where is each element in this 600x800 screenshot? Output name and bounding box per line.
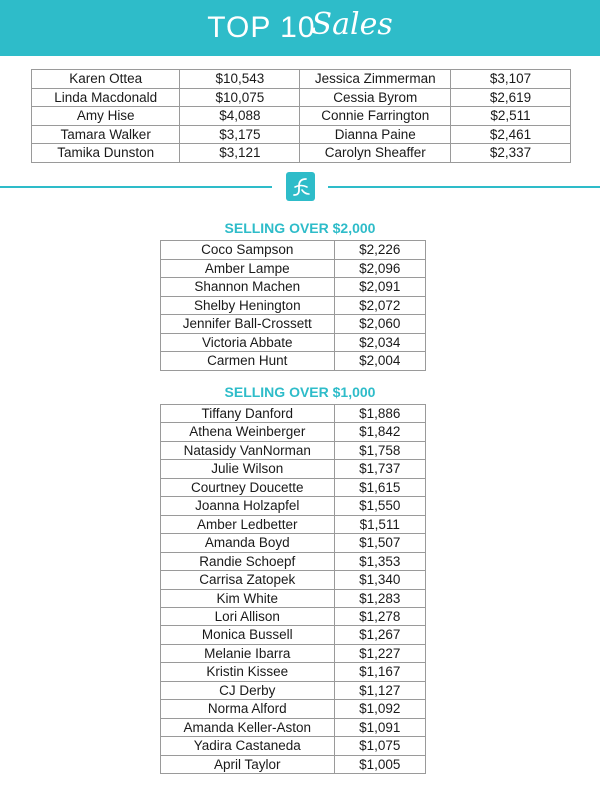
table-row bbox=[161, 259, 426, 278]
sales-value: $1,278 bbox=[334, 607, 425, 625]
seller-name: Karen Ottea bbox=[32, 70, 180, 89]
sales-value: $3,107 bbox=[451, 70, 571, 89]
sales-value: $10,543 bbox=[180, 70, 300, 89]
table-row bbox=[32, 125, 571, 144]
seller-name: Tamara Walker bbox=[32, 125, 180, 144]
seller-name: Kim White bbox=[161, 589, 335, 607]
table-row bbox=[161, 552, 426, 570]
sales-value: $4,088 bbox=[180, 107, 300, 126]
table-row bbox=[161, 515, 426, 533]
sales-value: $1,886 bbox=[334, 405, 425, 423]
seller-name: Shannon Machen bbox=[161, 278, 335, 297]
table-row bbox=[161, 718, 426, 736]
table-row bbox=[32, 88, 571, 107]
seller-name: Randie Schoepf bbox=[161, 552, 335, 570]
sales-value: $1,758 bbox=[334, 441, 425, 459]
sales-value: $1,353 bbox=[334, 552, 425, 570]
sales-value: $2,034 bbox=[334, 333, 425, 352]
sales-value: $1,340 bbox=[334, 571, 425, 589]
seller-name: April Taylor bbox=[161, 755, 335, 773]
seller-name: Connie Farrington bbox=[300, 107, 451, 126]
seller-name: Courtney Doucette bbox=[161, 478, 335, 496]
table-row bbox=[161, 663, 426, 681]
seller-name: Linda Macdonald bbox=[32, 88, 180, 107]
table-row bbox=[161, 589, 426, 607]
table-row bbox=[161, 478, 426, 496]
table-row bbox=[161, 315, 426, 334]
seller-name: Melanie Ibarra bbox=[161, 644, 335, 662]
sales-value: $2,337 bbox=[451, 144, 571, 163]
seller-name: Norma Alford bbox=[161, 700, 335, 718]
top10-table bbox=[31, 69, 571, 163]
table-row bbox=[161, 352, 426, 371]
table-row bbox=[161, 405, 426, 423]
table-row bbox=[161, 460, 426, 478]
table-row bbox=[161, 700, 426, 718]
section-title-over-2000: SELLING OVER $2,000 bbox=[224, 220, 376, 236]
seller-name: Tiffany Danford bbox=[161, 405, 335, 423]
table-row bbox=[161, 278, 426, 297]
seller-name: Kristin Kissee bbox=[161, 663, 335, 681]
table-row bbox=[161, 241, 426, 260]
over-1000-table bbox=[160, 404, 426, 774]
table-row bbox=[161, 681, 426, 699]
sales-value: $3,175 bbox=[180, 125, 300, 144]
seller-name: Julie Wilson bbox=[161, 460, 335, 478]
sales-value: $2,004 bbox=[334, 352, 425, 371]
seller-name: Amanda Keller-Aston bbox=[161, 718, 335, 736]
seller-name: Lori Allison bbox=[161, 607, 335, 625]
sales-value: $1,092 bbox=[334, 700, 425, 718]
seller-name: CJ Derby bbox=[161, 681, 335, 699]
sales-value: $3,121 bbox=[180, 144, 300, 163]
table-row bbox=[161, 737, 426, 755]
sales-value: $1,167 bbox=[334, 663, 425, 681]
seller-name: Coco Sampson bbox=[161, 241, 335, 260]
sales-value: $1,283 bbox=[334, 589, 425, 607]
seller-name: Carrisa Zatopek bbox=[161, 571, 335, 589]
over-2000-table bbox=[160, 240, 426, 371]
sales-value: $2,072 bbox=[334, 296, 425, 315]
sales-value: $1,075 bbox=[334, 737, 425, 755]
table-row bbox=[161, 497, 426, 515]
seller-name: Dianna Paine bbox=[300, 125, 451, 144]
sales-value: $1,005 bbox=[334, 755, 425, 773]
table-row bbox=[32, 144, 571, 163]
seller-name: Athena Weinberger bbox=[161, 423, 335, 441]
seller-name: Carmen Hunt bbox=[161, 352, 335, 371]
sales-value: $10,075 bbox=[180, 88, 300, 107]
sales-value: $1,127 bbox=[334, 681, 425, 699]
sales-value: $1,511 bbox=[334, 515, 425, 533]
sales-value: $2,096 bbox=[334, 259, 425, 278]
seller-name: Joanna Holzapfel bbox=[161, 497, 335, 515]
seller-name: Amber Ledbetter bbox=[161, 515, 335, 533]
table-row bbox=[161, 534, 426, 552]
seller-name: Amber Lampe bbox=[161, 259, 335, 278]
sales-value: $2,461 bbox=[451, 125, 571, 144]
sales-value: $1,550 bbox=[334, 497, 425, 515]
sales-value: $1,091 bbox=[334, 718, 425, 736]
sales-value: $2,226 bbox=[334, 241, 425, 260]
seller-name: Amanda Boyd bbox=[161, 534, 335, 552]
seller-name: Jennifer Ball-Crossett bbox=[161, 315, 335, 334]
seller-name: Carolyn Sheaffer bbox=[300, 144, 451, 163]
sales-value: $2,091 bbox=[334, 278, 425, 297]
sales-value: $2,511 bbox=[451, 107, 571, 126]
table-row bbox=[161, 441, 426, 459]
sales-value: $1,267 bbox=[334, 626, 425, 644]
seller-name: Victoria Abbate bbox=[161, 333, 335, 352]
divider-right bbox=[328, 186, 600, 188]
section-title-over-1000: SELLING OVER $1,000 bbox=[224, 384, 376, 400]
brand-logo-icon bbox=[286, 172, 315, 201]
seller-name: Cessia Byrom bbox=[300, 88, 451, 107]
table-row bbox=[161, 571, 426, 589]
table-row bbox=[161, 296, 426, 315]
header-script-title: Sales bbox=[311, 6, 393, 42]
divider-left bbox=[0, 186, 272, 188]
seller-name: Yadira Castaneda bbox=[161, 737, 335, 755]
seller-name: Amy Hise bbox=[32, 107, 180, 126]
table-row bbox=[161, 626, 426, 644]
table-row bbox=[161, 423, 426, 441]
table-row bbox=[32, 70, 571, 89]
sales-value: $1,737 bbox=[334, 460, 425, 478]
table-row bbox=[32, 107, 571, 126]
table-row bbox=[161, 607, 426, 625]
page-header bbox=[0, 0, 600, 56]
seller-name: Natasidy VanNorman bbox=[161, 441, 335, 459]
seller-name: Jessica Zimmerman bbox=[300, 70, 451, 89]
seller-name: Shelby Henington bbox=[161, 296, 335, 315]
seller-name: Monica Bussell bbox=[161, 626, 335, 644]
sales-value: $2,060 bbox=[334, 315, 425, 334]
sales-value: $2,619 bbox=[451, 88, 571, 107]
table-row bbox=[161, 755, 426, 773]
sales-value: $1,507 bbox=[334, 534, 425, 552]
table-row bbox=[161, 644, 426, 662]
table-row bbox=[161, 333, 426, 352]
sales-value: $1,227 bbox=[334, 644, 425, 662]
brand-logo-glyph bbox=[290, 176, 312, 198]
seller-name: Tamika Dunston bbox=[32, 144, 180, 163]
sales-value: $1,842 bbox=[334, 423, 425, 441]
header-title: TOP 10 bbox=[207, 11, 316, 44]
sales-value: $1,615 bbox=[334, 478, 425, 496]
